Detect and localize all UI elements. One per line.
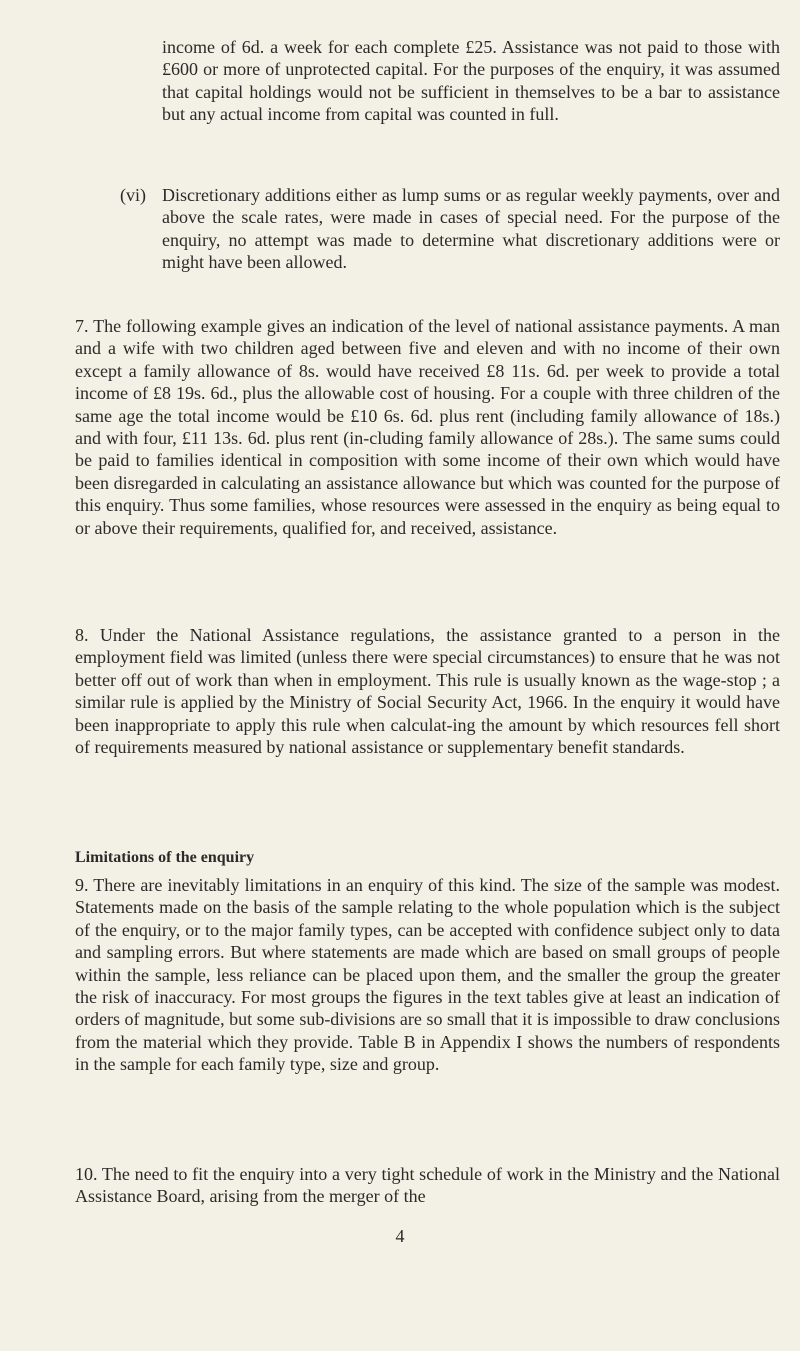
paragraph-9: [75, 874, 780, 1076]
page-number: 4: [395, 1226, 405, 1246]
continuation-text: income of 6d. a week for each complete £25. Assistance was not paid to those with £600 or more of unprotected capital. For the purposes of the enquiry, it was assumed that capital holdings would not be sufficient in themselves to be a bar to assistance but any actual income from capital was counted in full.: [162, 37, 780, 125]
paragraph-7: [75, 315, 780, 539]
paragraph-7-text: 7. The following example gives an indication of the level of national assistance payments. A man and a wife with two children aged between five and eleven and with no income of their own except a family allowance of 8s. would have received £8 11s. 6d. per week to provide a total income of £8 19s. 6d., plus the allowable cost of housing. For a couple with three children of the same age the total income would be £10 6s. 6d. plus rent (including family allowance of 18s.) and with four, £11 13s. 6d. plus rent (in-cluding family allowance of 28s.). The same sums could be paid to families identical in composition with some income of their own which would have been disregarded in calculating an assistance allowance but which was counted for the purpose of this enquiry. Thus some families, whose resources were assessed in the enquiry as being equal to or above their requirements, qualified for, and received, assistance.: [75, 316, 780, 538]
paragraph-9-text: 9. There are inevitably limitations in an enquiry of this kind. The size of the sample was modest. Statements made on the basis of the sample relating to the whole population which is the subject of the enquiry, or to the major family types, can be accepted with confidence subject only to data and sampling errors. But where statements are made which are based on small groups of people within the sample, less reliance can be placed upon them, and the smaller the group the greater the risk of inaccuracy. For most groups the figures in the text tables give at least an indication of orders of magnitude, but some sub-divisions are so small that it is impossible to draw conclusions from the material which they provide. Table B in Appendix I shows the numbers of respondents in the sample for each family type, size and group.: [75, 875, 780, 1075]
continuation-paragraph: [162, 36, 780, 126]
paragraph-8-text: 8. Under the National Assistance regulations, the assistance granted to a person in the employment field was limited (unless there were special circumstances) to ensure that he was not better off out of work than when in employment. This rule is usually known as the wage-stop ; a similar rule is applied by the Ministry of Social Security Act, 1966. In the enquiry it would have been inappropriate to apply this rule when calculat-ing the amount by which resources fell short of requirements measured by national assistance or supplementary benefit standards.: [75, 625, 780, 758]
list-item-vi: [120, 184, 780, 274]
list-item-text: Discretionary additions either as lump sums or as regular weekly payments, over and above the scale rates, were made in cases of special need. For the purpose of the enquiry, no attempt was made to determine what discretionary additions were or might have been allowed.: [162, 185, 780, 273]
paragraph-10-text: 10. The need to fit the enquiry into a very tight schedule of work in the Ministry and the National Assistance Board, arising from the merger of the: [75, 1164, 780, 1207]
section-heading: Limitations of the enquiry: [75, 849, 255, 866]
list-item-number: (vi): [120, 185, 146, 205]
paragraph-10: [75, 1163, 780, 1208]
paragraph-8: [75, 624, 780, 758]
